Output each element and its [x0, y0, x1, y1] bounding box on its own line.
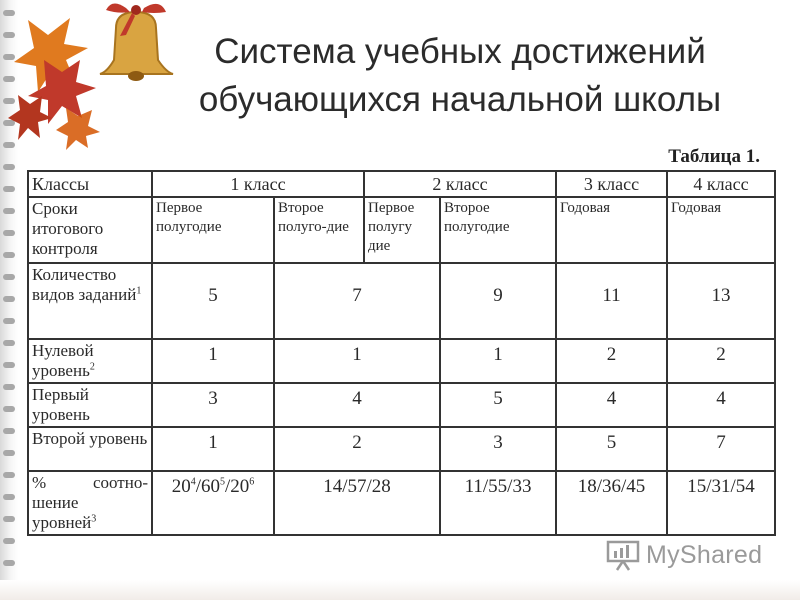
- cell-class1-second-class2-first: 1: [274, 339, 440, 383]
- table-row: [28, 263, 775, 339]
- row-label-level-ratio: % соотно- шение уровней$^3$: [28, 471, 152, 535]
- terms-label: Сроки итогового контроля: [28, 197, 152, 263]
- spiral-ring: [3, 384, 15, 390]
- spiral-ring: [3, 230, 15, 236]
- spiral-ring: [3, 538, 15, 544]
- spiral-ring: [3, 340, 15, 346]
- table-row: [28, 339, 775, 383]
- row-label-zero-level: Нулевой уровень$^2$: [28, 339, 152, 383]
- table-row-ratio: [28, 471, 775, 535]
- cell-class4: 15/31/54: [667, 471, 775, 535]
- header-class-1: 1 класс: [152, 171, 364, 197]
- spiral-ring: [3, 186, 15, 192]
- terms-class4: Годовая: [667, 197, 775, 263]
- terms-class3: Годовая: [556, 197, 667, 263]
- cell-class1-second-class2-first: 14/57/28: [274, 471, 440, 535]
- cell-class3: 5: [556, 427, 667, 471]
- cell-class1-first-half: 1: [152, 339, 274, 383]
- spiral-ring: [3, 252, 15, 258]
- terms-class2-second-half: Второе полугодие: [440, 197, 556, 263]
- cell-class3: 18/36/45: [556, 471, 667, 535]
- slide-title: [180, 28, 740, 124]
- cell-class2-second-half: 5: [440, 383, 556, 427]
- cell-class2-second-half: 1: [440, 339, 556, 383]
- header-class-4: 4 класс: [667, 171, 775, 197]
- table-row: [28, 383, 775, 427]
- watermark-text: MyShared: [646, 540, 763, 569]
- cell-class1-first-half: $20^4/60^5/20^6$: [152, 471, 274, 535]
- autumn-leaves-bell-decoration: [8, 0, 178, 150]
- spiral-ring: [3, 318, 15, 324]
- cell-class1-first-half: 5: [152, 263, 274, 339]
- header-class-2: 2 класс: [364, 171, 556, 197]
- spiral-ring: [3, 296, 15, 302]
- table-header-row: [28, 171, 775, 197]
- myshared-watermark: [606, 538, 762, 572]
- table-caption: Таблица 1.: [668, 146, 760, 167]
- header-class-3: 3 класс: [556, 171, 667, 197]
- terms-class1-first-half: Первое полугодие: [152, 197, 274, 263]
- cell-class2-second-half: 9: [440, 263, 556, 339]
- header-classes-label: Классы: [28, 171, 152, 197]
- cell-class3: 2: [556, 339, 667, 383]
- cell-class1-second-class2-first: 2: [274, 427, 440, 471]
- terms-class1-second-half: Второе полуго-дие: [274, 197, 364, 263]
- cell-class4: 13: [667, 263, 775, 339]
- spiral-ring: [3, 472, 15, 478]
- row-label-task-types: Количество видов заданий$^1$: [28, 263, 152, 339]
- spiral-ring: [3, 274, 15, 280]
- spiral-ring: [3, 450, 15, 456]
- cell-class4: 2: [667, 339, 775, 383]
- spiral-ring: [3, 362, 15, 368]
- spiral-ring: [3, 164, 15, 170]
- cell-class1-first-half: 1: [152, 427, 274, 471]
- cell-class2-second-half: 11/55/33: [440, 471, 556, 535]
- cell-class1-second-class2-first: 4: [274, 383, 440, 427]
- table-row: [28, 427, 775, 471]
- cell-class2-second-half: 3: [440, 427, 556, 471]
- table-row-terms: [28, 197, 775, 263]
- spiral-ring: [3, 208, 15, 214]
- terms-class2-first-half: Первое полугу дие: [364, 197, 440, 263]
- slide-title-line-1: Система учебных достижений: [214, 32, 706, 71]
- cell-class4: 4: [667, 383, 775, 427]
- cell-class1-first-half: 3: [152, 383, 274, 427]
- spiral-ring: [3, 406, 15, 412]
- footer-band: [0, 580, 800, 600]
- cell-class1-second-class2-first: 7: [274, 263, 440, 339]
- spiral-ring: [3, 494, 15, 500]
- cell-class3: 11: [556, 263, 667, 339]
- spiral-ring: [3, 428, 15, 434]
- achievement-table: [27, 170, 776, 536]
- presentation-board-icon: [606, 539, 640, 571]
- slide-title-line-2: обучающихся начальной школы: [198, 80, 722, 119]
- cell-class4: 7: [667, 427, 775, 471]
- row-label-first-level: Первый уровень: [28, 383, 152, 427]
- cell-class3: 4: [556, 383, 667, 427]
- row-label-second-level: Второй уровень: [28, 427, 152, 471]
- spiral-ring: [3, 516, 15, 522]
- spiral-ring: [3, 560, 15, 566]
